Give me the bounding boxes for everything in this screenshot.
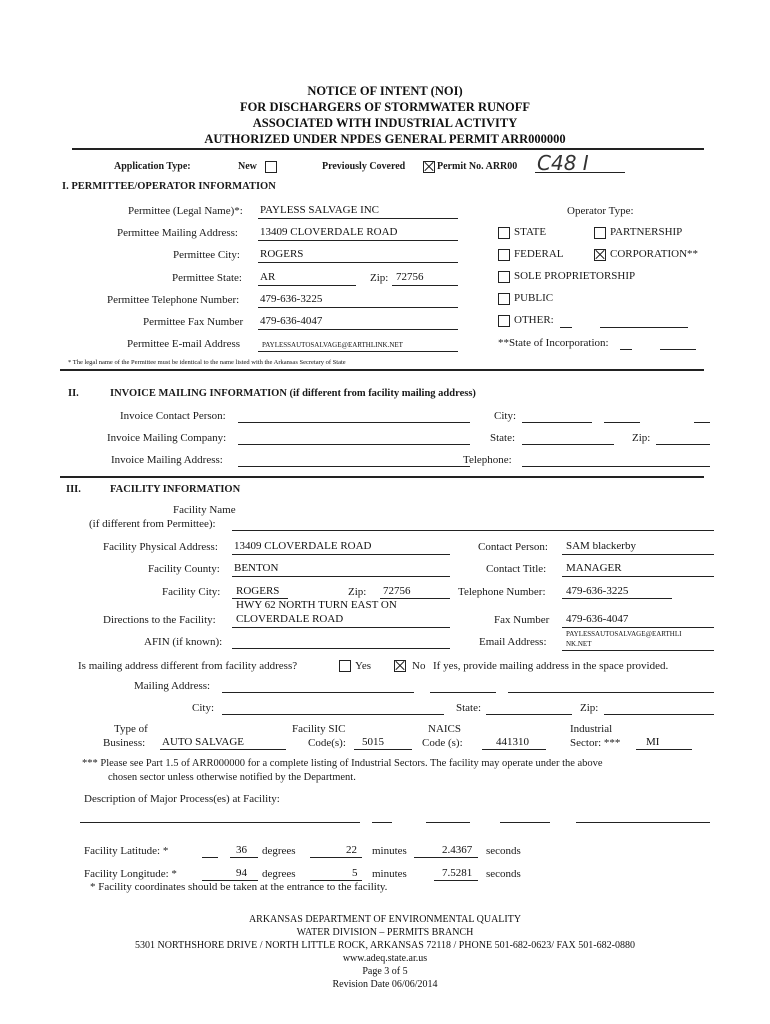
invoice-city-line-c [694, 422, 710, 423]
facility-zip-value[interactable]: 72756 [383, 585, 411, 597]
permittee-phone-line [258, 307, 458, 308]
naics-value[interactable]: 441310 [496, 736, 529, 748]
invoice-company-line[interactable] [238, 444, 470, 445]
latitude-pre-line [202, 857, 218, 858]
permittee-state-value[interactable]: AR [260, 271, 276, 283]
industrial-sector-line [636, 749, 692, 750]
contact-title-line [562, 576, 714, 577]
permittee-zip-label: Zip: [370, 272, 389, 284]
mail-diff-no-checkbox[interactable] [394, 660, 406, 672]
permittee-city-value[interactable]: ROGERS [260, 248, 304, 260]
previously-covered-checkbox[interactable] [423, 161, 435, 173]
title-line-3: ASSOCIATED WITH INDUSTRIAL ACTIVITY [252, 116, 518, 130]
permittee-zip-value[interactable]: 72756 [396, 271, 424, 283]
industrial-sector-label-2: Sector: *** [570, 737, 621, 749]
permittee-fax-value[interactable]: 479-636-4047 [260, 315, 323, 327]
process-description-label: Description of Major Process(es) at Facility: [84, 793, 280, 805]
invoice-address-line[interactable] [238, 466, 470, 467]
op-public-checkbox[interactable] [498, 293, 510, 305]
latitude-minutes-value[interactable]: 22 [346, 844, 357, 856]
op-federal-label: FEDERAL [514, 248, 564, 260]
facility-email-line [562, 650, 714, 651]
permittee-city-line [258, 262, 458, 263]
permittee-state-line [258, 285, 356, 286]
type-business-label-2: Business: [103, 737, 146, 749]
invoice-state-label: State: [490, 432, 516, 444]
mail-diff-yes-checkbox[interactable] [339, 660, 351, 672]
process-description-line-d [500, 822, 550, 823]
sector-note-line-1: *** Please see Part 1.5 of ARR000000 for a complete listing of Industrial Sectors. The facility may operate under the above [82, 758, 603, 769]
latitude-seconds-label: seconds [486, 845, 521, 857]
longitude-seconds-line [434, 880, 478, 881]
permittee-fax-label: Permittee Fax Number [143, 316, 244, 328]
latitude-seconds-value[interactable]: 2.4367 [442, 844, 473, 856]
facility-email-value-1[interactable]: PAYLESSAUTOSALVAGE@EARTHLI [566, 630, 682, 638]
invoice-state-line[interactable] [522, 444, 614, 445]
longitude-seconds-label: seconds [486, 868, 521, 880]
section-2-rule [60, 476, 704, 478]
permittee-phone-label: Permittee Telephone Number: [107, 294, 240, 306]
title-line-4: AUTHORIZED UNDER NPDES GENERAL PERMIT ARR000000 [204, 132, 566, 146]
facility-county-label: Facility County: [148, 563, 220, 575]
directions-line-1[interactable]: HWY 62 NORTH TURN EAST ON [236, 599, 397, 611]
afin-line[interactable] [232, 648, 450, 649]
industrial-sector-value[interactable]: MI [646, 736, 660, 748]
facility-phone-line [562, 598, 672, 599]
permittee-zip-line [392, 285, 458, 286]
op-partnership-label: PARTNERSHIP [610, 226, 683, 238]
facility-name-label-1: Facility Name [173, 504, 236, 516]
invoice-phone-line[interactable] [522, 466, 710, 467]
section-1-heading: I. PERMITTEE/OPERATOR INFORMATION [62, 181, 276, 192]
op-corporation-label: CORPORATION** [610, 248, 699, 260]
facility-mailing-line-b [430, 692, 496, 693]
mail-diff-if-yes: If yes, provide mailing address in the space provided. [433, 660, 669, 672]
process-description-line-b [372, 822, 392, 823]
process-description-line-a[interactable] [80, 822, 360, 823]
new-checkbox[interactable] [265, 161, 277, 173]
permit-no-line [535, 172, 625, 173]
contact-title-value[interactable]: MANAGER [566, 562, 622, 574]
op-corporation-checkbox[interactable] [594, 249, 606, 261]
latitude-minutes-line [310, 857, 362, 858]
section-3-heading: FACILITY INFORMATION [110, 484, 241, 495]
state-incorporation-label: **State of Incorporation: [498, 337, 609, 349]
footer-line-1: ARKANSAS DEPARTMENT OF ENVIRONMENTAL QUALITY [248, 914, 522, 925]
process-description-line-c [426, 822, 470, 823]
directions-label: Directions to the Facility: [103, 614, 216, 626]
sic-label-1: Facility SIC [292, 723, 346, 735]
longitude-minutes-label: minutes [372, 868, 407, 880]
op-public-label: PUBLIC [514, 292, 554, 304]
contact-person-label: Contact Person: [478, 541, 548, 553]
sector-note-line-2: chosen sector unless otherwise notified by the Department. [108, 772, 356, 783]
facility-zip2-line[interactable] [604, 714, 714, 715]
contact-person-line [562, 554, 714, 555]
permittee-fax-line [258, 329, 458, 330]
naics-line [482, 749, 546, 750]
invoice-city-line[interactable] [522, 422, 592, 423]
facility-physical-value[interactable]: 13409 CLOVERDALE ROAD [234, 540, 372, 552]
op-sole-checkbox[interactable] [498, 271, 510, 283]
invoice-zip-line[interactable] [656, 444, 710, 445]
permit-no-label: Permit No. ARR00 [437, 161, 518, 172]
sic-label-2: Code(s): [308, 737, 346, 749]
facility-mailing-line-c [508, 692, 714, 693]
footer-line-5: Page 3 of 5 [362, 966, 408, 977]
footer-line-3: 5301 NORTHSHORE DRIVE / NORTH LITTLE ROCK, ARKANSAS 72118 / PHONE 501-682-0623/ FAX 501-682-0880 [135, 940, 635, 951]
facility-name-label-2: (if different from Permittee): [89, 518, 216, 530]
longitude-degrees-label: degrees [262, 868, 296, 880]
permittee-email-value[interactable]: PAYLESSAUTOSALVAGE@EARTHLINK.NET [262, 341, 403, 349]
previously-covered-label: Previously Covered [322, 161, 406, 172]
facility-fax-label: Fax Number [494, 614, 550, 626]
section-2-numeral: II. [68, 388, 79, 399]
facility-fax-line [562, 627, 714, 628]
longitude-label: Facility Longitude: * [84, 868, 177, 880]
facility-county-value[interactable]: BENTON [234, 562, 279, 574]
mail-diff-yes-label: Yes [355, 660, 372, 672]
facility-physical-label: Facility Physical Address: [103, 541, 218, 553]
permit-no-handwritten[interactable]: C48 I [537, 151, 589, 175]
latitude-minutes-label: minutes [372, 845, 407, 857]
permittee-mailing-label: Permittee Mailing Address: [117, 227, 238, 239]
invoice-city-line-b [604, 422, 640, 423]
application-type-label: Application Type: [114, 161, 191, 172]
op-state-checkbox[interactable] [498, 227, 510, 239]
invoice-zip-label: Zip: [632, 432, 651, 444]
process-description-line-e [576, 822, 710, 823]
section-3-numeral: III. [66, 484, 81, 495]
facility-state2-label: State: [456, 702, 482, 714]
permittee-name-label: Permittee (Legal Name)*: [128, 205, 243, 217]
contact-person-value[interactable]: SAM blackerby [566, 540, 636, 552]
invoice-contact-line[interactable] [238, 422, 470, 423]
industrial-sector-label-1: Industrial [570, 723, 613, 735]
latitude-degrees-value[interactable]: 36 [236, 844, 247, 856]
permittee-name-line [258, 218, 458, 219]
new-label: New [238, 161, 257, 172]
latitude-degrees-line [230, 857, 258, 858]
invoice-address-label: Invoice Mailing Address: [111, 454, 223, 466]
permittee-email-label: Permittee E-mail Address [127, 338, 241, 350]
permittee-mailing-line [258, 240, 458, 241]
permittee-mailing-value[interactable]: 13409 CLOVERDALE ROAD [260, 226, 398, 238]
facility-county-line [232, 576, 450, 577]
latitude-degrees-label: degrees [262, 845, 296, 857]
title-line-1: NOTICE OF INTENT (NOI) [307, 84, 463, 98]
facility-mailing-line[interactable] [222, 692, 414, 693]
legal-name-footnote: * The legal name of the Permittee must be identical to the name listed with the Arkansas Secretary of State [68, 359, 346, 366]
facility-zip2-label: Zip: [580, 702, 599, 714]
facility-state2-line[interactable] [486, 714, 572, 715]
invoice-phone-label: Telephone: [463, 454, 512, 466]
footer-line-4[interactable]: www.adeq.state.ar.us [342, 953, 428, 964]
invoice-company-label: Invoice Mailing Company: [107, 432, 227, 444]
section-2-heading: INVOICE MAILING INFORMATION (if different from facility mailing address) [110, 388, 476, 399]
state-inc-line-b [660, 349, 696, 350]
contact-title-label: Contact Title: [486, 563, 547, 575]
mail-diff-no-label: No [412, 660, 426, 672]
sic-value[interactable]: 5015 [362, 736, 384, 748]
sic-line [354, 749, 412, 750]
longitude-seconds-value[interactable]: 7.5281 [442, 867, 473, 879]
facility-city2-label: City: [192, 702, 215, 714]
facility-email-label: Email Address: [479, 636, 547, 648]
mail-diff-question: Is mailing address different from facility address? [78, 660, 298, 672]
operator-type-label: Operator Type: [567, 205, 634, 217]
latitude-seconds-line [414, 857, 478, 858]
facility-email-value-2[interactable]: NK.NET [566, 640, 592, 648]
footer-line-6: Revision Date 06/06/2014 [332, 979, 438, 990]
facility-mailing-label: Mailing Address: [134, 680, 211, 692]
latitude-label: Facility Latitude: * [84, 845, 169, 857]
op-other-label: OTHER: [514, 314, 554, 326]
state-inc-line-a [620, 349, 632, 350]
title-line-2: FOR DISCHARGERS OF STORMWATER RUNOFF [239, 100, 531, 114]
facility-zip-label: Zip: [348, 586, 367, 598]
section-1-rule [60, 369, 704, 371]
type-business-label-1: Type of [114, 723, 148, 735]
invoice-contact-label: Invoice Contact Person: [120, 410, 226, 422]
facility-phone-value[interactable]: 479-636-3225 [566, 585, 629, 597]
directions-line-2[interactable]: CLOVERDALE ROAD [236, 613, 344, 625]
footer-line-2: WATER DIVISION – PERMITS BRANCH [296, 927, 474, 938]
op-sole-label: SOLE PROPRIETORSHIP [514, 270, 636, 282]
header-rule [72, 148, 704, 150]
permittee-city-label: Permittee City: [173, 249, 240, 261]
directions-line [232, 627, 450, 628]
naics-label-2: Code (s): [422, 737, 463, 749]
permittee-state-label: Permittee State: [172, 272, 242, 284]
permittee-name-value[interactable]: PAYLESS SALVAGE INC [260, 204, 380, 216]
permittee-phone-value[interactable]: 479-636-3225 [260, 293, 323, 305]
facility-name-line[interactable] [232, 530, 714, 531]
longitude-minutes-value[interactable]: 5 [352, 867, 358, 879]
naics-label-1: NAICS [428, 723, 462, 735]
invoice-city-label: City: [494, 410, 517, 422]
longitude-degrees-value[interactable]: 94 [236, 867, 247, 879]
afin-label: AFIN (if known): [144, 636, 223, 648]
type-business-line [160, 749, 286, 750]
type-business-value[interactable]: AUTO SALVAGE [162, 736, 245, 748]
op-state-label: STATE [514, 226, 547, 238]
op-federal-checkbox[interactable] [498, 249, 510, 261]
op-other-line-b [600, 327, 688, 328]
facility-city-value[interactable]: ROGERS [236, 585, 280, 597]
permittee-email-line [258, 351, 458, 352]
facility-city2-line[interactable] [222, 714, 444, 715]
op-other-checkbox[interactable] [498, 315, 510, 327]
facility-fax-value[interactable]: 479-636-4047 [566, 613, 629, 625]
op-partnership-checkbox[interactable] [594, 227, 606, 239]
op-other-line-a [560, 327, 572, 328]
facility-physical-line [232, 554, 450, 555]
coordinates-note: * Facility coordinates should be taken at the entrance to the facility. [90, 881, 388, 893]
facility-city-label: Facility City: [162, 586, 221, 598]
facility-phone-label: Telephone Number: [458, 586, 546, 598]
